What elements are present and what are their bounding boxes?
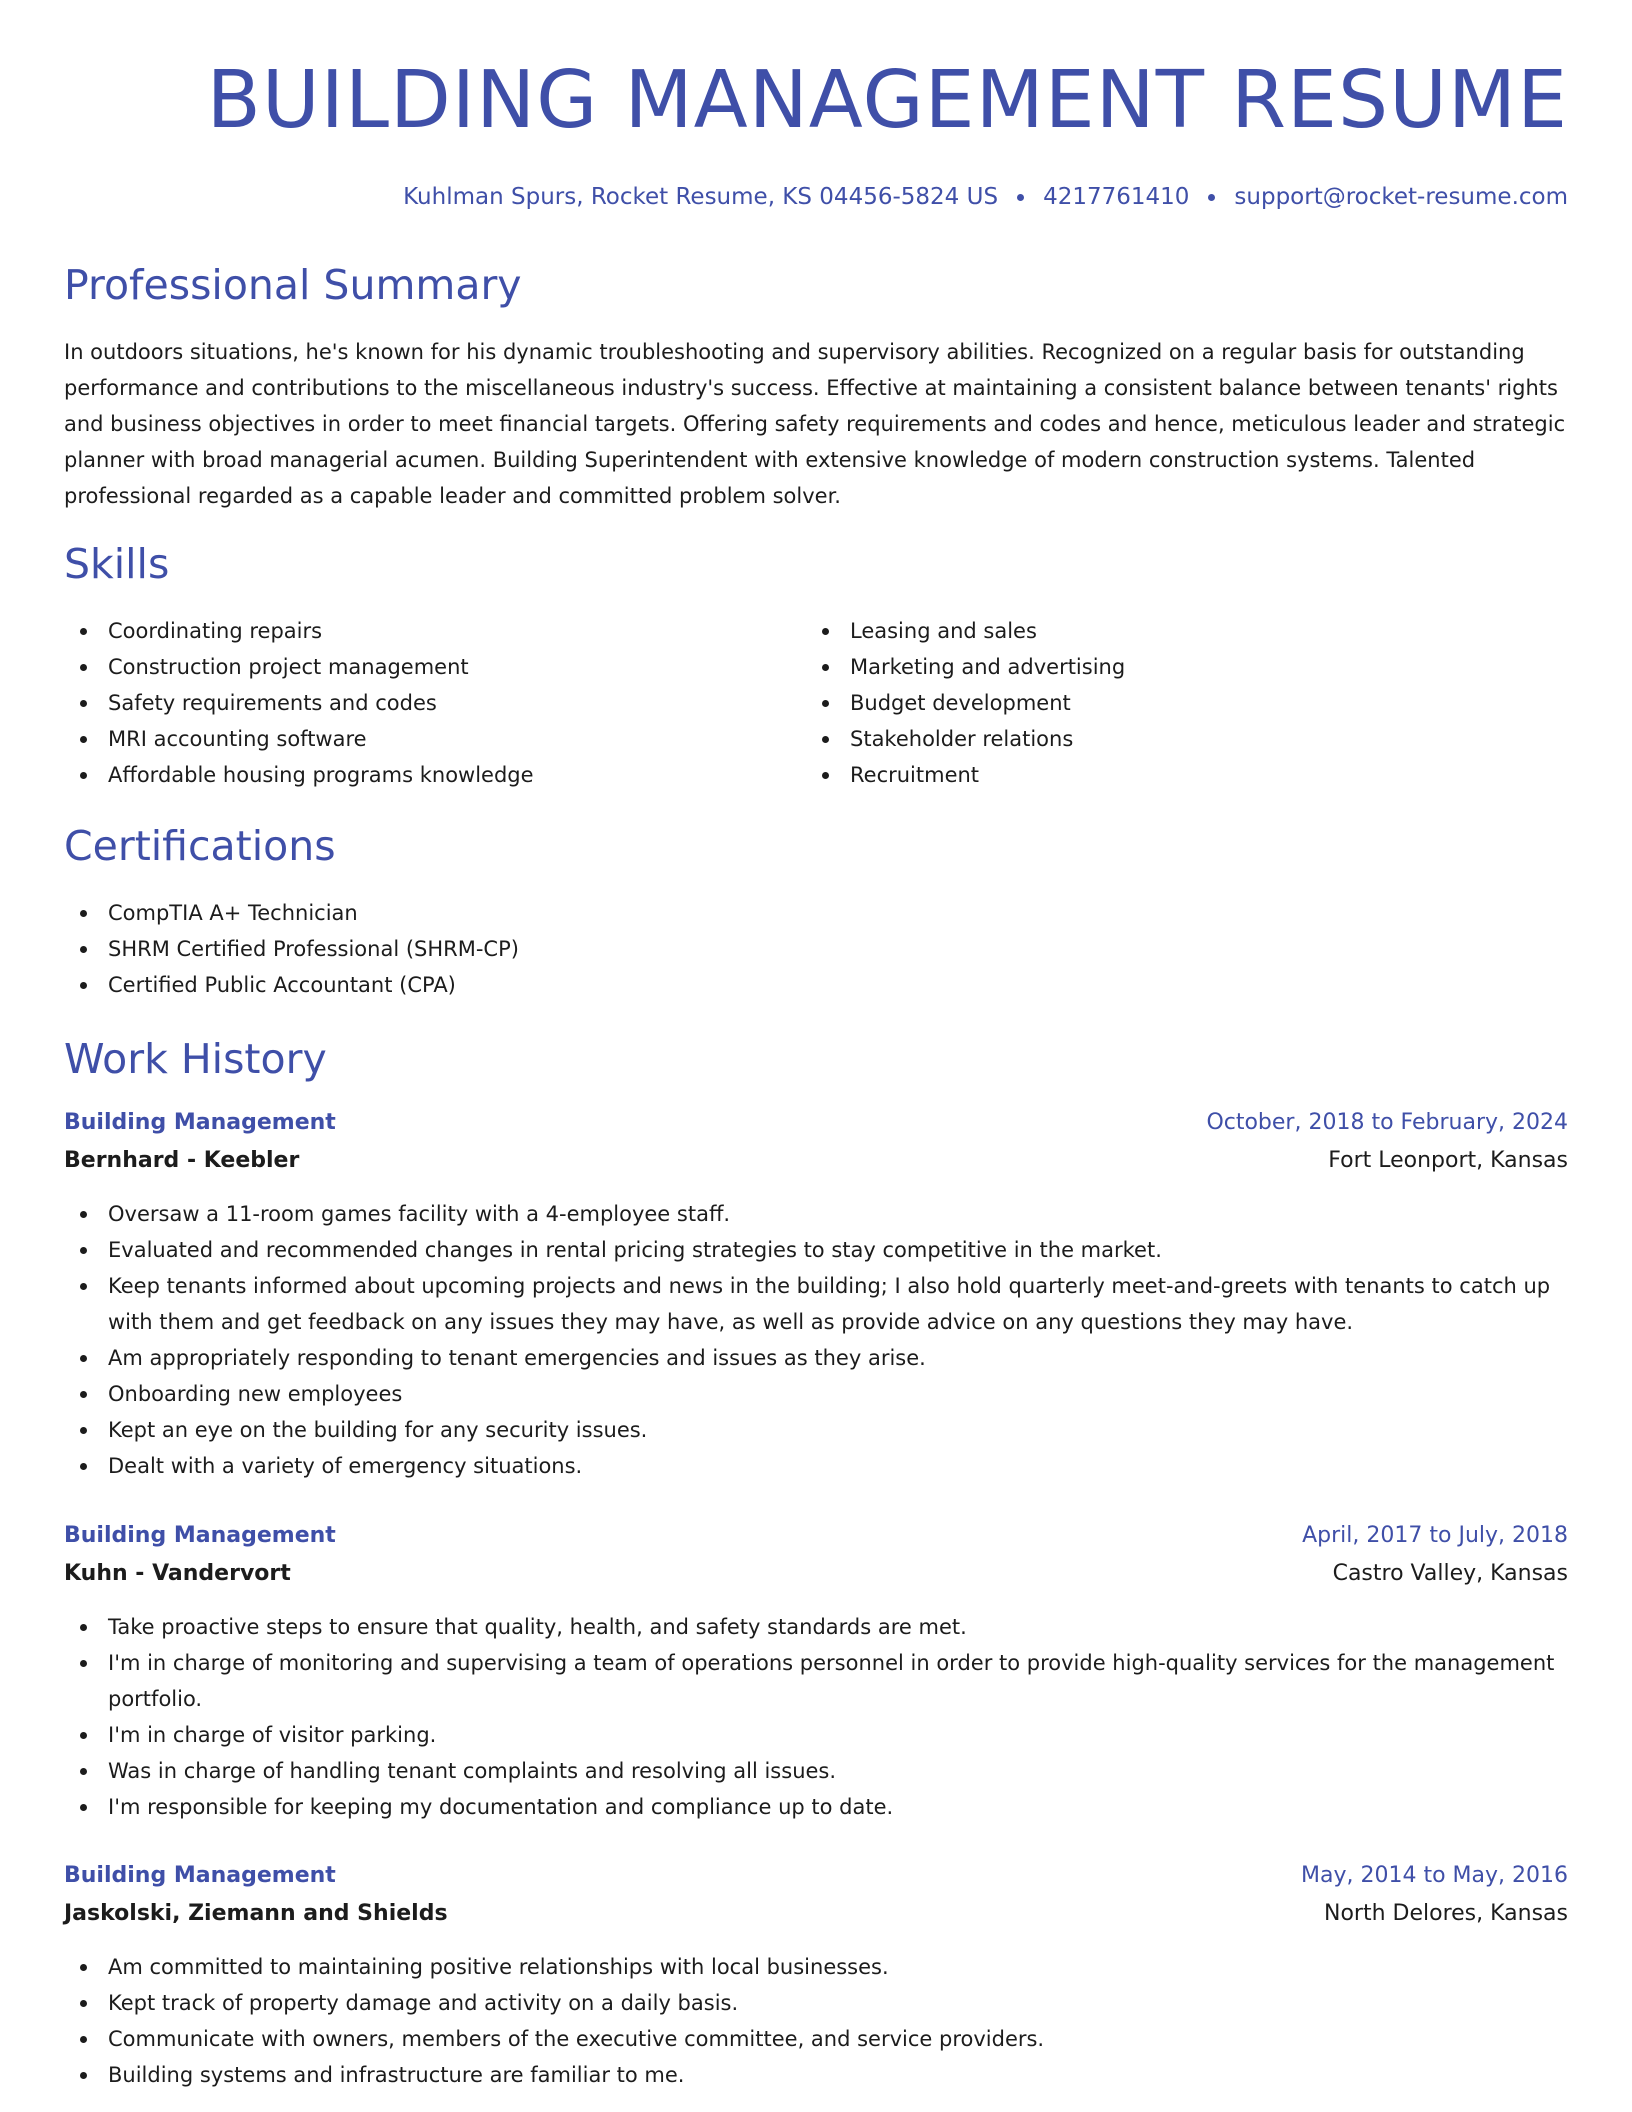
- job-dates: April, 2017 to July, 2018: [1302, 1523, 1568, 1548]
- job-entry: [64, 1517, 1568, 1825]
- job-bullet: Kept track of property damage and activity on a daily basis.: [64, 1985, 1568, 2021]
- job-location: Castro Valley, Kansas: [1332, 1561, 1568, 1586]
- job-dates: May, 2014 to May, 2016: [1301, 1863, 1568, 1888]
- job-bullet: Am committed to maintaining positive relationships with local businesses.: [64, 1949, 1568, 1985]
- skill-item: Budget development: [806, 685, 1546, 721]
- job-bullet: Take proactive steps to ensure that quality, health, and safety standards are met.: [64, 1609, 1568, 1645]
- job-bullet: Evaluated and recommended changes in rental pricing strategies to stay competitive in the market.: [64, 1232, 1568, 1268]
- job-bullet: Was in charge of handling tenant complaints and resolving all issues.: [64, 1753, 1568, 1789]
- job-title: Building Management: [64, 1110, 336, 1135]
- certification-item: Certified Public Accountant (CPA): [64, 967, 1568, 1003]
- job-bullets: [64, 1609, 1568, 1825]
- job-title: Building Management: [64, 1863, 336, 1888]
- contact-line: [403, 180, 1568, 214]
- job-bullet: Keep tenants informed about upcoming projects and news in the building; I also hold quarterly meet-and-greets with tenants to catch up with them and get feedback on any issues they may have, as well as provide advice on any questions they may have.: [64, 1268, 1568, 1340]
- certification-item: CompTIA A+ Technician: [64, 895, 1568, 931]
- job-company: Bernhard - Keebler: [64, 1148, 300, 1173]
- skill-item: Affordable housing programs knowledge: [64, 757, 804, 793]
- job-entry: [64, 1104, 1568, 1484]
- job-bullet: Onboarding new employees: [64, 1376, 1568, 1412]
- job-bullet: I'm in charge of visitor parking.: [64, 1717, 1568, 1753]
- job-bullets: [64, 1196, 1568, 1484]
- certifications-list: [64, 895, 1568, 1003]
- job-bullets: [64, 1949, 1568, 2093]
- job-bullet: Oversaw a 11-room games facility with a 4-employee staff.: [64, 1196, 1568, 1232]
- contact-phone: 4217761410: [1043, 184, 1190, 210]
- job-bullet: Dealt with a variety of emergency situations.: [64, 1448, 1568, 1484]
- separator-dot: [1017, 194, 1024, 201]
- job-location: Fort Leonport, Kansas: [1328, 1148, 1568, 1173]
- contact-address: Kuhlman Spurs, Rocket Resume, KS 04456-5824 US: [403, 184, 999, 210]
- skill-item: Safety requirements and codes: [64, 685, 804, 721]
- job-dates: October, 2018 to February, 2024: [1206, 1110, 1568, 1135]
- skills-heading: Skills: [64, 540, 170, 588]
- job-bullet: I'm in charge of monitoring and supervising a team of operations personnel in order to provide high-quality services for the management portfolio.: [64, 1645, 1568, 1717]
- skill-item: Coordinating repairs: [64, 613, 804, 649]
- skill-item: MRI accounting software: [64, 721, 804, 757]
- skill-item: Marketing and advertising: [806, 649, 1546, 685]
- skills-list-left: [64, 613, 804, 793]
- skill-item: Recruitment: [806, 757, 1546, 793]
- skill-item: Leasing and sales: [806, 613, 1546, 649]
- contact-email: support@rocket-resume.com: [1234, 184, 1568, 210]
- job-bullet: Building systems and infrastructure are familiar to me.: [64, 2057, 1568, 2093]
- summary-text: In outdoors situations, he's known for his dynamic troubleshooting and supervisory abilities. Recognized on a regular basis for outstanding performance and contributions to the miscellaneous industry's success. Effective at maintaining a consistent balance between tenants' rights and business objectives in order to meet financial targets. Offering safety requirements and codes and hence, meticulous leader and strategic planner with broad managerial acumen. Building Superintendent with extensive knowledge of modern construction systems. Talented professional regarded as a capable leader and committed problem solver.: [64, 340, 1566, 508]
- job-bullet: Kept an eye on the building for any security issues.: [64, 1412, 1568, 1448]
- job-bullet: Am appropriately responding to tenant emergencies and issues as they arise.: [64, 1340, 1568, 1376]
- skill-item: Construction project management: [64, 649, 804, 685]
- separator-dot: [1208, 194, 1215, 201]
- work-history-heading: Work History: [64, 1035, 327, 1083]
- job-bullet: Communicate with owners, members of the executive committee, and service providers.: [64, 2021, 1568, 2057]
- certification-item: SHRM Certified Professional (SHRM-CP): [64, 931, 1568, 967]
- skills-list-right: [806, 613, 1546, 793]
- job-title: Building Management: [64, 1523, 336, 1548]
- job-company: Jaskolski, Ziemann and Shields: [64, 1901, 448, 1926]
- job-entry: [64, 1857, 1568, 2093]
- job-company: Kuhn - Vandervort: [64, 1561, 291, 1586]
- job-bullet: I'm responsible for keeping my documentation and compliance up to date.: [64, 1789, 1568, 1825]
- resume-title: BUILDING MANAGEMENT RESUME: [206, 54, 1568, 146]
- skill-item: Stakeholder relations: [806, 721, 1546, 757]
- job-location: North Delores, Kansas: [1324, 1901, 1568, 1926]
- summary-heading: Professional Summary: [64, 261, 522, 309]
- certifications-heading: Certifications: [64, 822, 336, 870]
